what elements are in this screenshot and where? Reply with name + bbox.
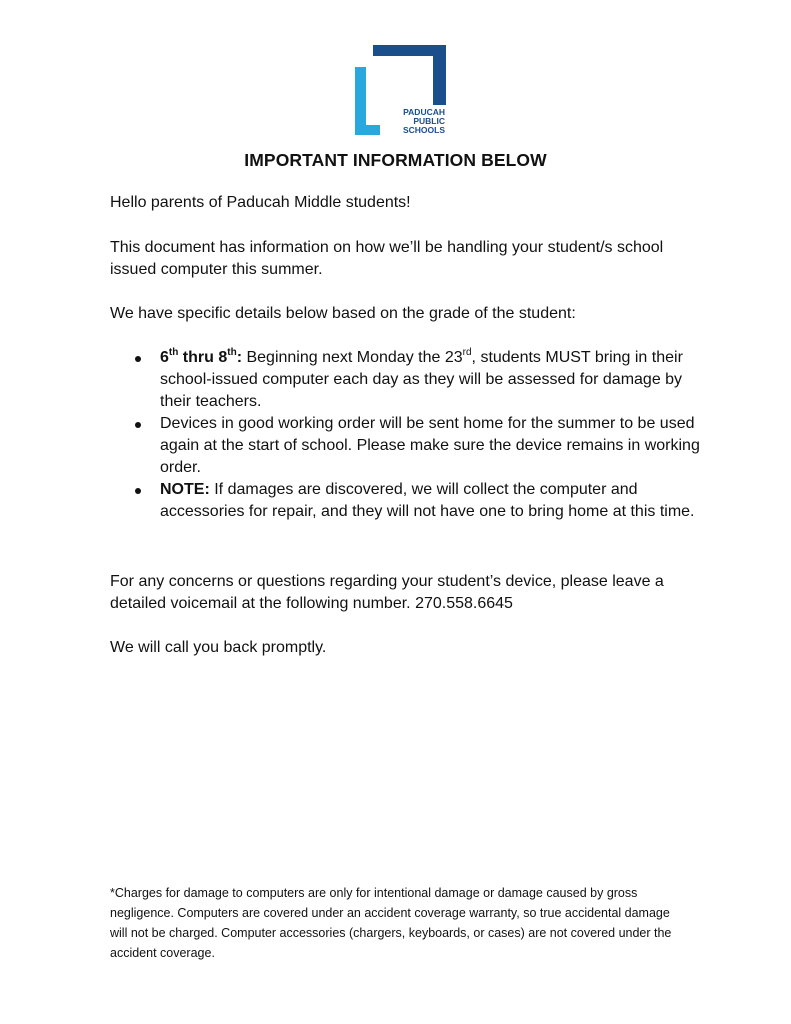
bullet-icon [135,356,141,362]
list-item [110,413,700,479]
bullet-icon [135,422,141,428]
bullet-text: Beginning next Monday the 23 [242,349,463,366]
list-item [110,347,700,413]
intro-paragraph: This document has information on how we’ll be handling your student/s school issued computer this summer. [110,239,664,278]
bullet-text-cont: , students MUST bring in their school-issued computer each day as they will be assessed for damage by their teachers. [160,349,683,410]
list-item [110,479,700,523]
footnote: *Charges for damage to computers are only for intentional damage or damage caused by gross negligence. Computers are covered under an accident coverage warranty, so true accidental damage will not be charged. Computer accessories (chargers, keyboards, or cases) are not covered under the accident coverage. [110,886,672,960]
bullet-lead: NOTE: [160,481,210,498]
logo-line-2: PUBLIC [413,116,445,126]
greeting-paragraph: Hello parents of Paducah Middle students! [110,194,411,211]
bullet-text-sup: rd [462,346,472,358]
bullet-icon [135,488,141,494]
contact-paragraph: For any concerns or questions regarding your student’s device, please leave a detailed voicemail at the following number. 270.558.6645 [110,573,664,612]
details-list [110,347,700,523]
page-title: IMPORTANT INFORMATION BELOW [244,150,547,170]
bullet-text: If damages are discovered, we will collect the computer and accessories for repair, and they will not have one to bring home at this time. [160,481,695,520]
logo-wordmark [391,108,445,135]
bullet-lead: 6th thru 8th: [160,346,243,366]
closing-paragraph: We will call you back promptly. [110,639,327,656]
bullet-text: Devices in good working order will be sent home for the summer to be used again at the start of school. Please make sure the device remains in working order. [160,415,700,476]
logo-line-3: SCHOOLS [402,125,445,135]
logo-line-1: PADUCAH [403,107,445,117]
grade-intro-paragraph: We have specific details below based on the grade of the student: [110,305,576,322]
